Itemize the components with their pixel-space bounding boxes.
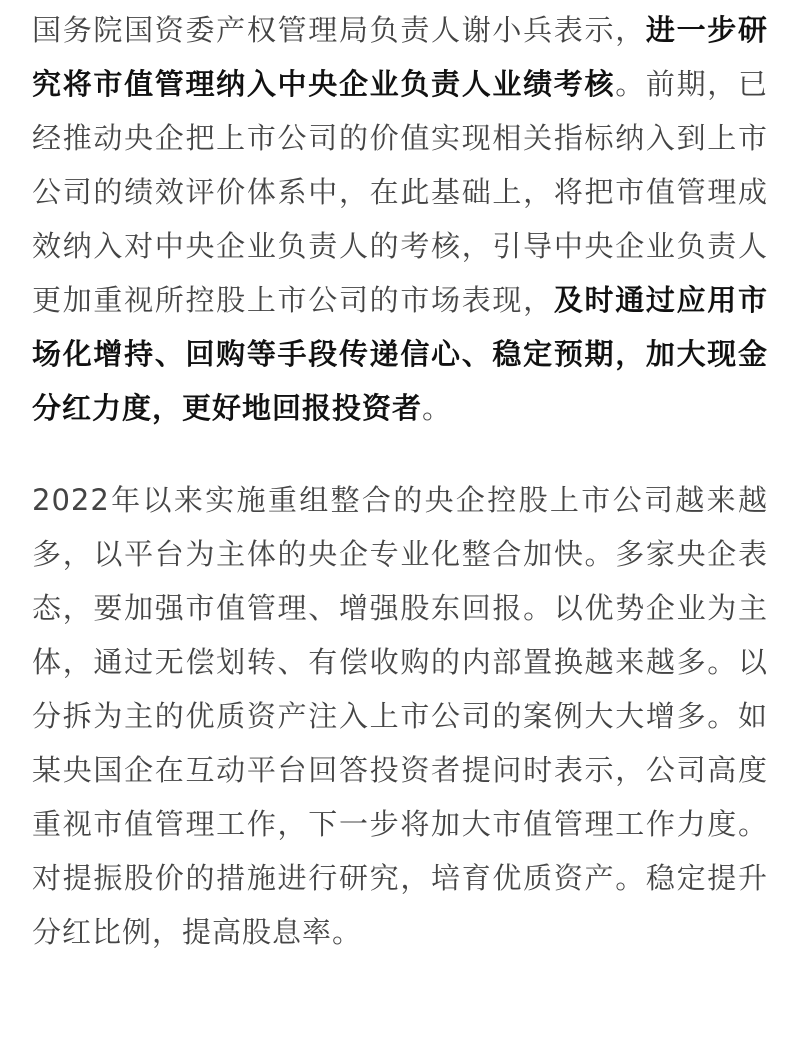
paragraph-1-bold-text: 进一步研究将市值管理纳入中央企业负责人业绩考核 — [32, 13, 768, 101]
paragraph-1-text: 国务院国资委产权管理局负责人谢小兵表示， — [32, 13, 646, 47]
paragraph-2: 2022年以来实施重组整合的央企控股上市公司越来越多，以平台为主体的央企专业化整合加快。多家央企表态，要加强市值管理、增强股东回报。以优势企业为主体，通过无偿划转、有偿收购的内部置换越来越多。以分拆为主的优质资产注入上市公司的案例大大增多。如某央国企在互动平台回答投资者提问时表示，公司高度重视市值管理工作，下一步将加大市值管理工作力度。对提振股价的措施进行研究，培育优质资产。稳定提升分红比例，提高股息率。 — [32, 483, 768, 949]
paragraph-1-text: 。 — [422, 391, 453, 425]
article-body — [32, 0, 768, 959]
paragraph-1 — [32, 0, 768, 435]
paragraph-1-text: 。前期，已经推动央企把上市公司的价值实现相关指标纳入到上市公司的绩效评价体系中，在此基础上，将把市值管理成效纳入对中央企业负责人的考核，引导中央企业负责人更加重视所控股上市公司的市场表现， — [32, 67, 768, 317]
paragraph-1-bold-text: 及时通过应用市场化增持、回购等手段传递信心、稳定预期，加大现金分红力度，更好地回报投资者 — [32, 283, 768, 425]
